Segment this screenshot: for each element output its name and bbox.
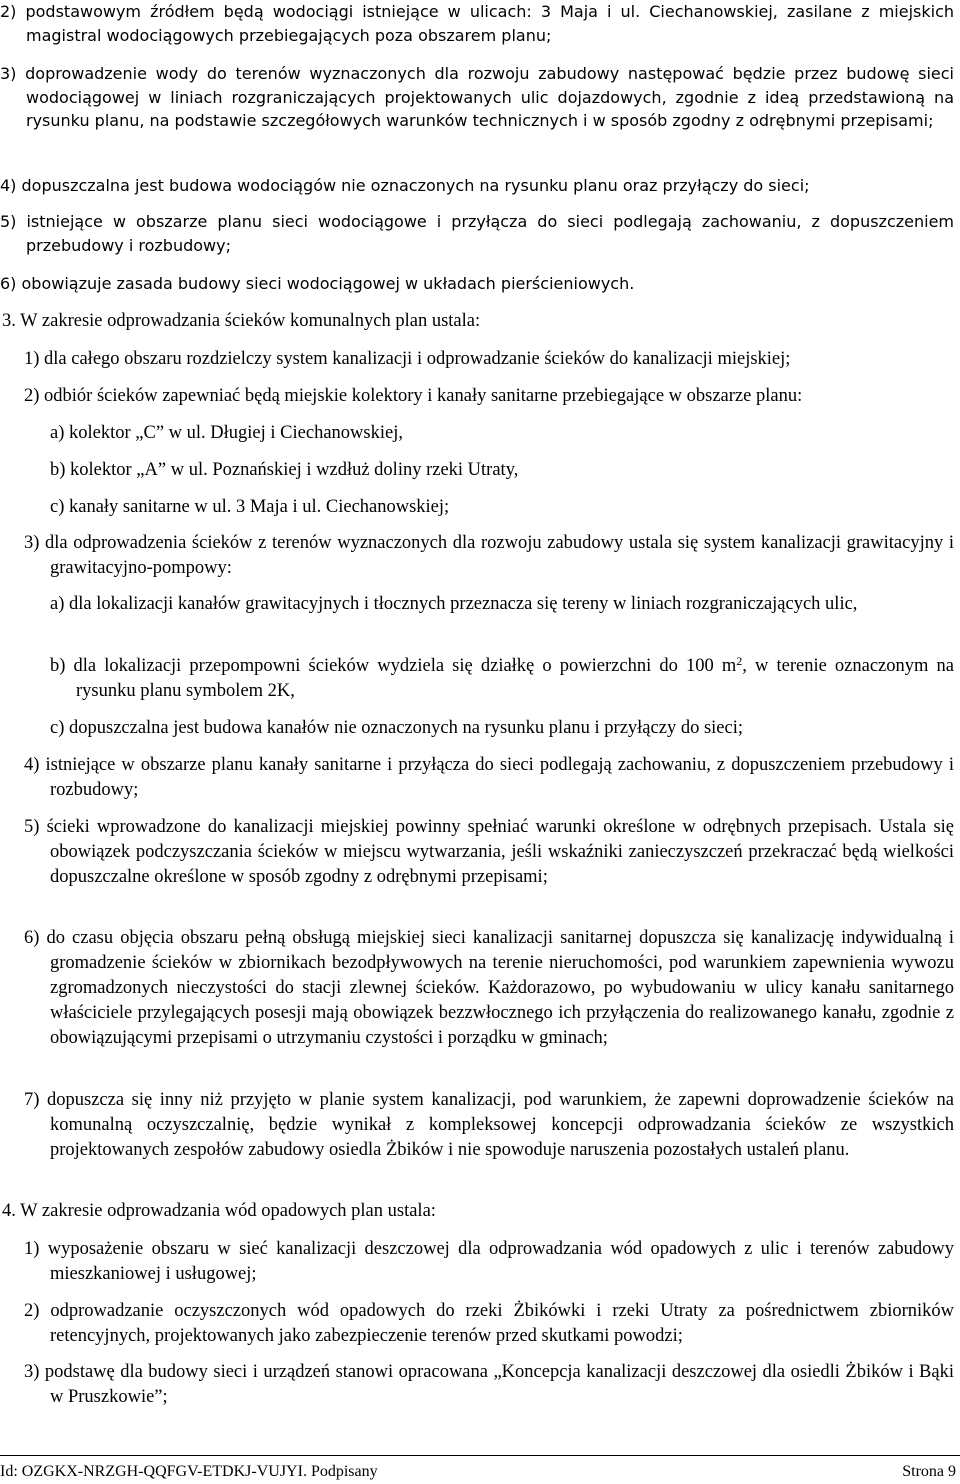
sewage-item-3b <box>50 654 954 704</box>
sewage-item-5: 5) ścieki wprowadzone do kanalizacji miejskiej powinny spełniać warunki określone w odrębnych przepisach. Ustala się obowiązek podczyszczania ścieków w miejscu wytwarzania, jeśli wskaźniki zanieczyszczeń przekraczać będą wielkości dopuszczalne określone w sposób zgodny z odrębnymi przepisami; <box>24 817 954 887</box>
stormwater-item-1: 1) wyposażenie obszaru w sieć kanalizacji deszczowej dla odprowadzania wód opadowych z ulic i terenów zabudowy mieszkaniowej i usługowej; <box>24 1239 954 1284</box>
stormwater-heading: 4. W zakresie odprowadzania wód opadowych plan ustala: <box>2 1201 436 1221</box>
sewage-item-6: 6) do czasu objęcia obszaru pełną obsługą miejskiej sieci kanalizacji sanitarnej dopuszcza się kanalizację indywidualną i gromadzenie ścieków w zbiornikach bezodpływowych na terenie nieruchomości, pod warunkiem zapewnienia wywozu zgromadzonych nieczystości do stacji zlewnej ścieków. Każdorazowo, po wybudowaniu w ulicy kanału sanitarnego właściciele przylegających posesji mają obowiązek bezzwłocznego ich przyłączenia do realizowanego kanału, zgodnie z obowiązującymi przepisami o utrzymaniu czystości i porządku w gminach; <box>24 928 954 1048</box>
sewage-item-1: 1) dla całego obszaru rozdzielczy system kanalizacji i odprowadzanie ścieków do kanalizacji miejskiej; <box>24 349 791 369</box>
superscript-2: 2 <box>736 654 743 668</box>
sewage-item-7: 7) dopuszcza się inny niż przyjęto w planie system kanalizacji, pod warunkiem, że zapewni doprowadzenie ścieków na komunalną oczyszczalnię, będzie wynikał z kompleksowej koncepcji odprowadzania ścieków ze wszystkich projektowanych zespołów zabudowy osiedla Żbików i nie spowoduje naruszenia pozostałych ustaleń planu. <box>24 1090 954 1160</box>
sewage-item-2a: a) kolektor „C” w ul. Długiej i Ciechanowskiej, <box>50 423 403 443</box>
sewage-item-3b-text: b) dla lokalizacji przepompowni ścieków wydziela się działkę o powierzchni do 100 m <box>50 656 737 676</box>
sewage-item-2c: c) kanały sanitarne w ul. 3 Maja i ul. Ciechanowskiej; <box>50 497 450 517</box>
sewage-item-3: 3) dla odprowadzenia ścieków z terenów wyznaczonych dla rozwoju zabudowy ustala się system kanalizacji grawitacyjny i grawitacyjno-pompowy: <box>24 533 954 578</box>
water-item-4: 4) dopuszczalna jest budowa wodociągów nie oznaczonych na rysunku planu oraz przyłączy do sieci; <box>0 176 810 195</box>
stormwater-item-2: 2) odprowadzanie oczyszczonych wód opadowych do rzeki Żbikówki i rzeki Utraty za pośrednictwem zbiorników retencyjnych, projektowanych jako zabezpieczenie terenów przed skutkami powodzi; <box>24 1301 954 1346</box>
water-item-6: 6) obowiązuje zasada budowy sieci wodociągowej w układach pierścieniowych. <box>0 274 635 293</box>
stormwater-item-3: 3) podstawę dla budowy sieci i urządzeń stanowi opracowana „Koncepcja kanalizacji deszczowej dla osiedli Żbików i Bąki w Pruszkowie”; <box>24 1362 954 1407</box>
sewage-item-2b: b) kolektor „A” w ul. Poznańskiej i wzdłuż doliny rzeki Utraty, <box>50 460 519 480</box>
water-item-2: 2) podstawowym źródłem będą wodociągi istniejące w ulicach: 3 Maja i ul. Ciechanowskiej, zasilane z miejskich magistral wodociągowych przebiegających poza obszarem planu; <box>0 2 954 45</box>
sewage-heading: 3. W zakresie odprowadzania ścieków komunalnych plan ustala: <box>2 311 481 331</box>
water-item-3: 3) doprowadzenie wody do terenów wyznaczonych dla rozwoju zabudowy następować będzie przez budowę sieci wodociągowej w liniach rozgraniczających projektowanych ulic dojazdowych, zgodnie z ideą przedstawioną na rysunku planu, na podstawie szczegółowych warunków technicznych i w sposób zgodny z odrębnymi przepisami; <box>0 64 954 130</box>
sewage-item-3a: a) dla lokalizacji kanałów grawitacyjnych i tłocznych przeznacza się tereny w liniach rozgraniczających ulic, <box>50 594 858 614</box>
sewage-item-3b-rest: , w terenie oznaczonym na rysunku planu symbolem 2K, <box>76 656 954 701</box>
sewage-item-2: 2) odbiór ścieków zapewniać będą miejskie kolektory i kanały sanitarne przebiegające w obszarze planu: <box>24 386 803 406</box>
sewage-item-3c: c) dopuszczalna jest budowa kanałów nie oznaczonych na rysunku planu i przyłączy do sieci; <box>50 718 743 738</box>
footer-document-id: Id: OZGKX-NRZGH-QQFGV-ETDKJ-VUJYI. Podpisany <box>0 1463 378 1480</box>
water-item-5: 5) istniejące w obszarze planu sieci wodociągowe i przyłącza do sieci podlegają zachowaniu, z dopuszczeniem przebudowy i rozbudowy; <box>0 212 954 255</box>
footer-divider <box>0 1455 960 1456</box>
footer-page-number: Strona 9 <box>902 1463 956 1480</box>
sewage-item-4: 4) istniejące w obszarze planu kanały sanitarne i przyłącza do sieci podlegają zachowaniu, z dopuszczeniem przebudowy i rozbudowy; <box>24 755 954 800</box>
